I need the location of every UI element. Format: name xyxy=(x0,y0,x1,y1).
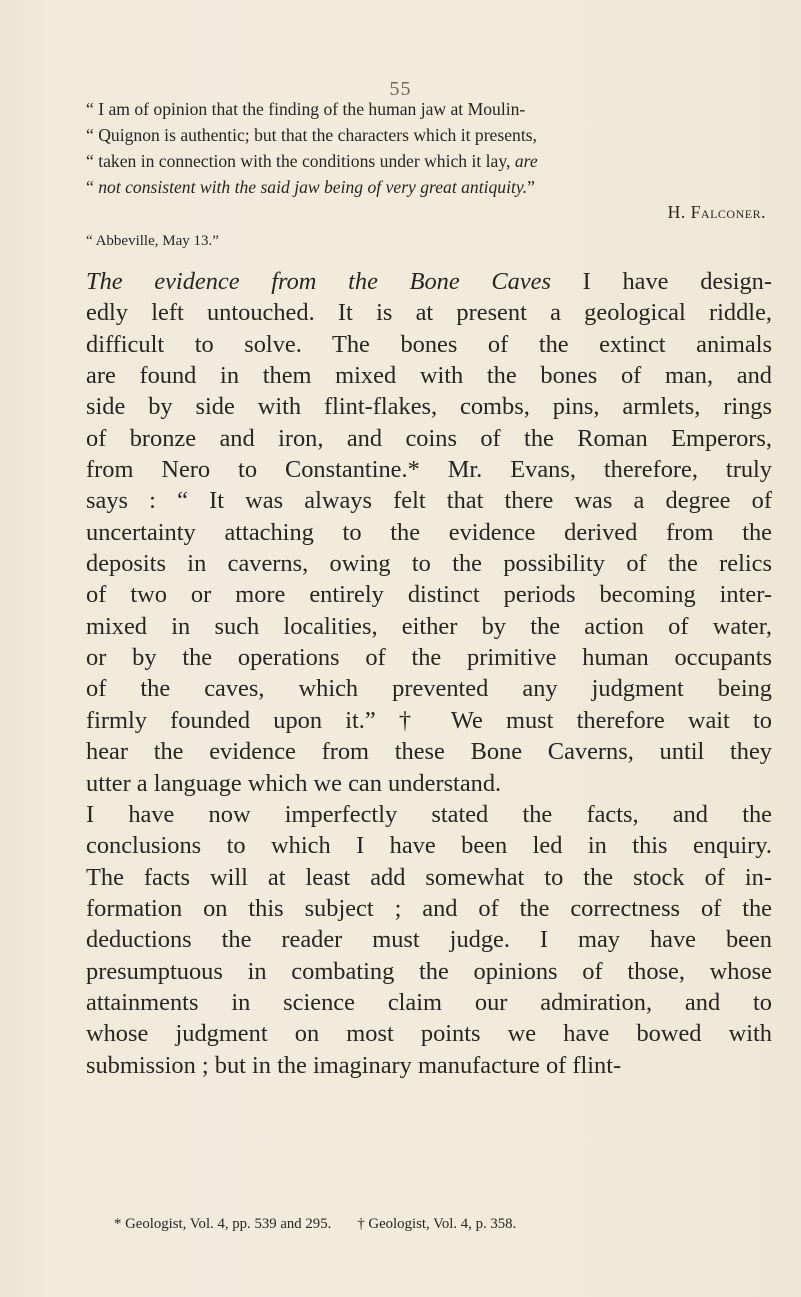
quote-signature: H. Falconer. xyxy=(667,202,766,222)
body-line: presumptuous in combating the opinions of those, whose xyxy=(86,957,772,985)
block-quote xyxy=(86,96,776,200)
body-line: attainments in science claim our admiration, and to xyxy=(86,988,772,1016)
body-line: The facts will at least add somewhat to the stock of in- xyxy=(86,863,772,891)
body-line: whose judgment on most points we have bowed with xyxy=(86,1020,772,1048)
footnote: * Geologist, Vol. 4, pp. 539 and 295. xyxy=(114,1216,332,1232)
body-line: submission ; but in the imaginary manufacture of flint- xyxy=(86,1051,622,1079)
footnotes xyxy=(114,1216,774,1233)
page-number: 55 xyxy=(389,78,412,100)
quote-line: “ not consistent with the said jaw being of very great antiquity.” xyxy=(86,177,535,197)
body-line: formation on this subject ; and of the correctness of the xyxy=(86,894,772,922)
body-line: or by the operations of the primitive human occupants xyxy=(86,644,772,672)
body-line: hear the evidence from these Bone Caverns, until they xyxy=(86,738,772,766)
body-line: utter a language which we can understand. xyxy=(86,769,502,797)
body-line: I have now imperfectly stated the facts, and the xyxy=(86,800,772,828)
quote-line: “ taken in connection with the conditions under which it lay, are xyxy=(86,151,538,171)
body-line: deposits in caverns, owing to the possibility of the relics xyxy=(86,550,772,578)
quote-dateline: “ Abbeville, May 13.” xyxy=(86,233,219,249)
body-line: firmly founded upon it.” † We must therefore wait to xyxy=(86,706,772,734)
body-line: uncertainty attaching to the evidence derived from the xyxy=(86,518,772,546)
body-paragraph xyxy=(86,266,772,1081)
body-line: difficult to solve. The bones of the extinct animals xyxy=(86,330,772,358)
quote-line: “ I am of opinion that the finding of the human jaw at Moulin- xyxy=(86,99,526,119)
body-line: mixed in such localities, either by the action of water, xyxy=(86,612,772,640)
body-line: conclusions to which I have been led in this enquiry. xyxy=(86,832,772,860)
body-line: of bronze and iron, and coins of the Roman Emperors, xyxy=(86,424,772,452)
quote-line: “ Quignon is authentic; but that the characters which it presents, xyxy=(86,125,537,145)
body-line: deductions the reader must judge. I may have been xyxy=(86,926,772,954)
body-line: from Nero to Constantine.* Mr. Evans, therefore, truly xyxy=(86,456,772,484)
body-line: side by side with flint-flakes, combs, pins, armlets, rings xyxy=(86,393,772,421)
body-line: The evidence from the Bone Caves I have design- xyxy=(86,268,772,295)
footnote: † Geologist, Vol. 4, p. 358. xyxy=(357,1216,517,1232)
body-line: says : “ It was always felt that there was a degree of xyxy=(86,487,772,515)
body-line: of the caves, which prevented any judgment being xyxy=(86,675,772,703)
body-line: of two or more entirely distinct periods becoming inter- xyxy=(86,581,772,609)
body-line: are found in them mixed with the bones of man, and xyxy=(86,362,772,390)
body-line: edly left untouched. It is at present a geological riddle, xyxy=(86,299,772,327)
